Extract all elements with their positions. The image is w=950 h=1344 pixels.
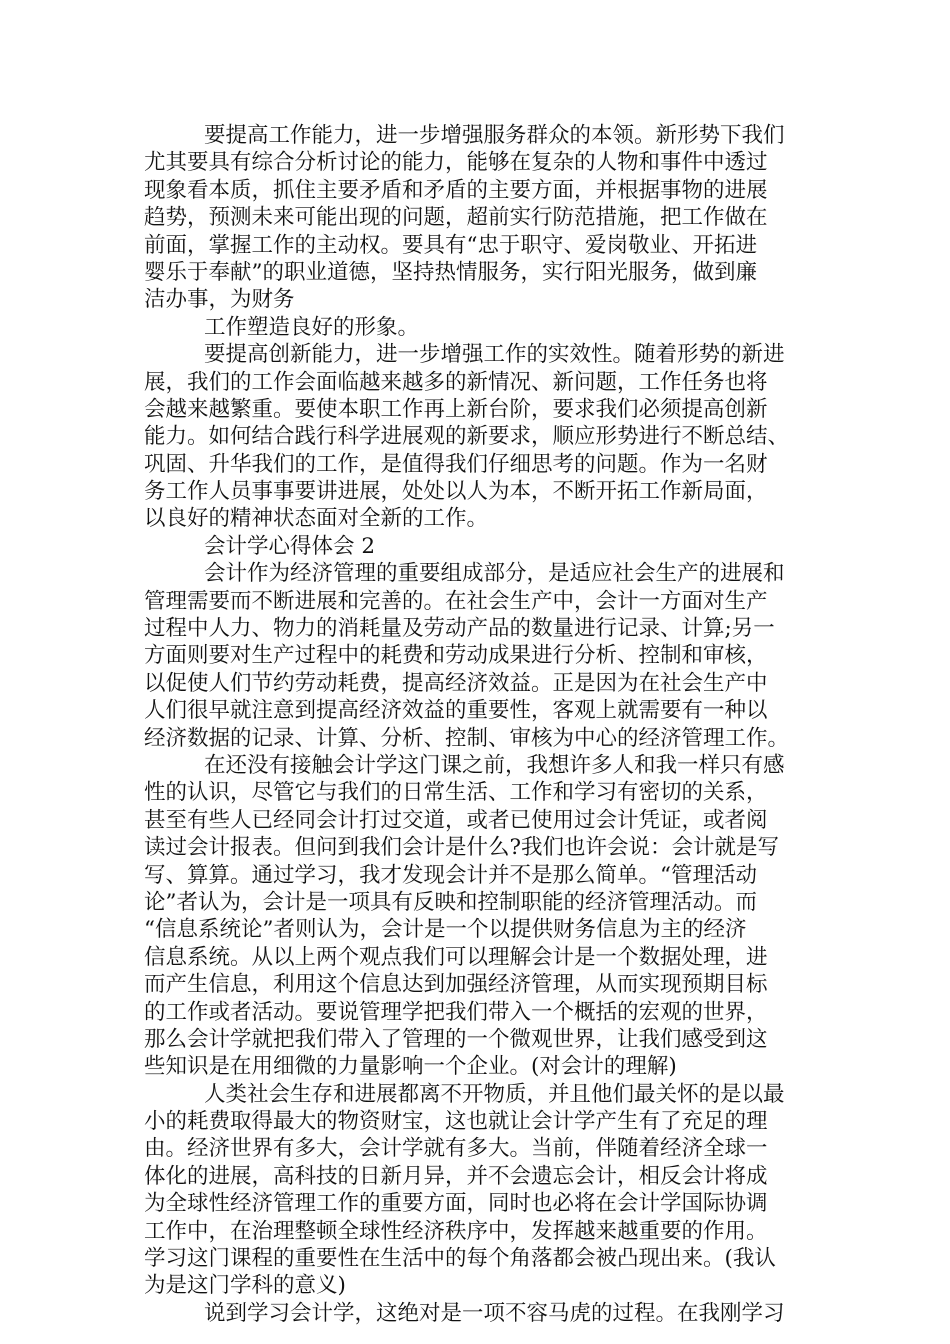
text-line: 读过会计报表。但问到我们会计是什么?我们也许会说：会计就是写 [144, 835, 780, 861]
text-line: 会计作为经济管理的重要组成部分，是适应社会生产的进展和 [204, 561, 785, 587]
text-line: 写、算算。通过学习，我才发现会计并不是那么简单。“管理活动 [144, 862, 757, 888]
text-line: 说到学习会计学，这绝对是一项不容马虎的过程。在我刚学习 [204, 1300, 785, 1326]
text-line: 人们很早就注意到提高经济效益的重要性，客观上就需要有一种以 [144, 698, 768, 724]
text-line: 在还没有接触会计学这门课之前，我想许多人和我一样只有感 [204, 752, 785, 778]
text-line: 婴乐于奉献”的职业道德，坚持热情服务，实行阳光服务，做到廉 [144, 259, 757, 285]
text-line: 而产生信息，利用这个信息达到加强经济管理，从而实现预期目标 [144, 972, 768, 998]
text-line: 经济数据的记录、计算、分析、控制、审核为中心的经济管理工作。 [144, 725, 790, 751]
text-line: 工作塑造良好的形象。 [204, 314, 420, 340]
text-line: 现象看本质，抓住主要矛盾和矛盾的主要方面，并根据事物的进展 [144, 177, 768, 203]
text-line: 甚至有些人已经同会计打过交道，或者已使用过会计凭证，或者阅 [144, 807, 768, 833]
text-line: 务工作人员事事要讲进展，处处以人为本，不断开拓工作新局面， [144, 479, 768, 505]
text-line: 展，我们的工作会面临越来越多的新情况、新问题，工作任务也将 [144, 369, 768, 395]
text-line: 趋势，预测未来可能出现的问题，超前实行防范措施，把工作做在 [144, 205, 768, 231]
text-line: 学习这门课程的重要性在生活中的每个角落都会被凸现出来。(我认 [144, 1246, 776, 1272]
text-line: 工作中，在治理整顿全球性经济秩序中，发挥越来越重要的作用。 [144, 1218, 768, 1244]
text-line: 巩固、升华我们的工作，是值得我们仔细思考的问题。作为一名财 [144, 451, 768, 477]
text-line: 要提高工作能力，进一步增强服务群众的本领。新形势下我们 [204, 123, 785, 148]
text-line: 小的耗费取得最大的物资财宝，这也就让会计学产生有了充足的理 [144, 1109, 768, 1135]
text-line: 由。经济世界有多大，会计学就有多大。当前，伴随着经济全球一 [144, 1136, 768, 1162]
text-line: “信息系统论”者则认为，会计是一个以提供财务信息为主的经济 [144, 917, 747, 943]
text-line: 会越来越繁重。要使本职工作再上新台阶，要求我们必须提高创新 [144, 396, 768, 422]
text-line: 体化的进展，高科技的日新月异，并不会遗忘会计，相反会计将成 [144, 1163, 768, 1189]
text-line: 管理需要而不断进展和完善的。在社会生产中，会计一方面对生产 [144, 588, 768, 614]
text-line: 前面，掌握工作的主动权。要具有“忠于职守、爱岗敬业、开拓进 [144, 232, 757, 258]
text-line: 以良好的精神状态面对全新的工作。 [144, 506, 489, 532]
document-body [144, 122, 808, 1327]
text-line: 过程中人力、物力的消耗量及劳动产品的数量进行记录、计算;另一 [144, 616, 775, 642]
text-line: 人类社会生存和进展都离不开物质，并且他们最关怀的是以最 [204, 1081, 785, 1107]
text-line: 会计学心得体会 2 [204, 533, 376, 559]
text-line: 论”者认为，会计是一项具有反映和控制职能的经济管理活动。而 [144, 889, 757, 915]
text-line: 尤其要具有综合分析讨论的能力，能够在复杂的人物和事件中透过 [144, 150, 768, 176]
text-line: 为全球性经济管理工作的重要方面，同时也必将在会计学国际协调 [144, 1191, 768, 1217]
text-line: 那么会计学就把我们带入了管理的一个微观世界，让我们感受到这 [144, 1026, 768, 1052]
text-line: 能力。如何结合践行科学进展观的新要求，顺应形势进行不断总结、 [144, 424, 790, 450]
text-line: 以促使人们节约劳动耗费，提高经济效益。正是因为在社会生产中 [144, 670, 768, 696]
text-line: 的工作或者活动。要说管理学把我们带入一个概括的宏观的世界， [144, 999, 768, 1025]
text-line: 为是这门学科的意义) [144, 1273, 346, 1299]
text-line: 方面则要对生产过程中的耗费和劳动成果进行分析、控制和审核， [144, 643, 768, 669]
text-line: 信息系统。从以上两个观点我们可以理解会计是一个数据处理，进 [144, 944, 768, 970]
text-line: 洁办事，为财务 [144, 287, 295, 313]
text-line: 要提高创新能力，进一步增强工作的实效性。随着形势的新进 [204, 342, 785, 368]
text-line: 些知识是在用细微的力量影响一个企业。(对会计的理解) [144, 1054, 677, 1080]
text-line: 性的认识，尽管它与我们的日常生活、工作和学习有密切的关系， [144, 780, 768, 806]
